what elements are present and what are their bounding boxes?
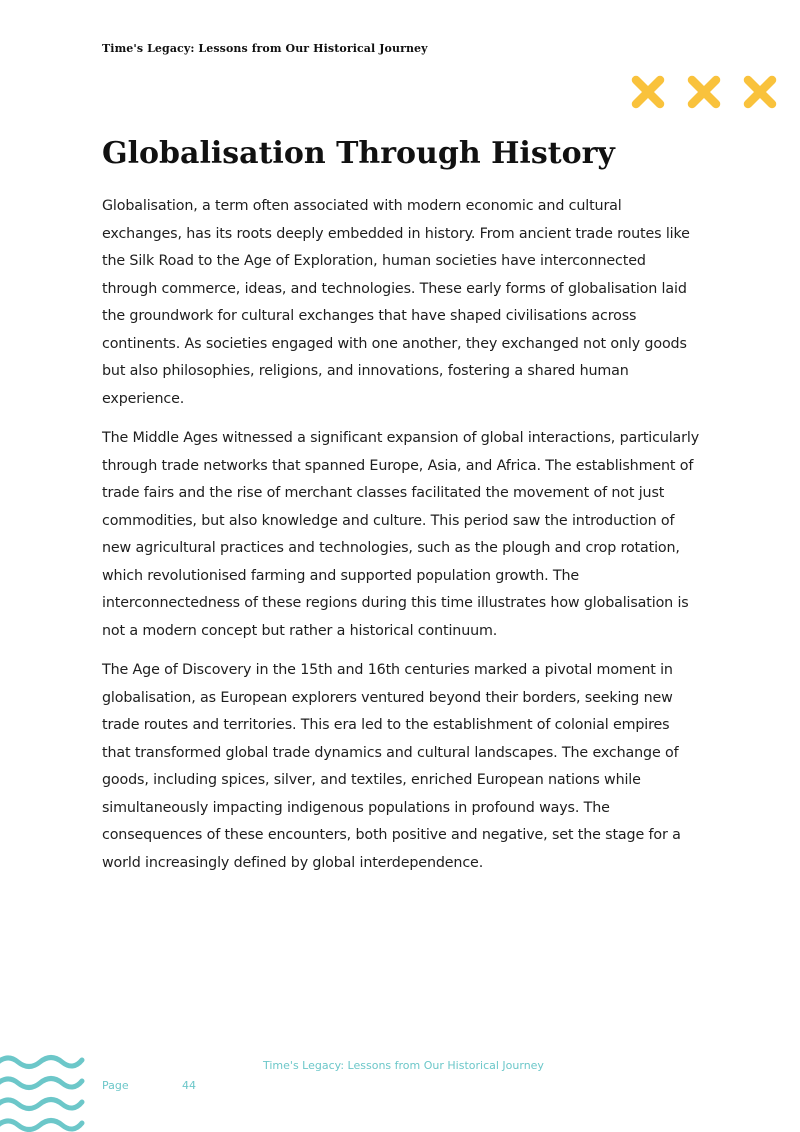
wave-icon [0,1121,82,1130]
cross-icon [692,80,716,104]
page-label: Page [102,1079,129,1092]
page-number: 44 [182,1079,196,1092]
paragraph: The Middle Ages witnessed a significant expansion of global interactions, particularly through trade networks that spanned Europe, Asia, and Africa. The establishment of trade fairs and the rise of merchant classes facilitated the movement of not just commodities, but also knowledge and culture. This period saw the introduction of new agricultural practices and technologies, such as the plough and crop rotation, which revolutionised farming and supported population growth. The interconnectedness of these regions during this time illustrates how globalisation is not a modern concept but rather a historical continuum. [102,430,700,639]
cross-icon [636,80,660,104]
paragraph: The Age of Discovery in the 15th and 16th centuries marked a pivotal moment in globalisation, as European explorers ventured beyond their borders, seeking new trade routes and territories. This era led to the establishment of colonial empires that transformed global trade dynamics and cultural landscapes. The exchange of goods, including spices, silver, and textiles, enriched European nations while simultaneously impacting indigenous populations in profound ways. The consequences of these encounters, both positive and negative, set the stage for a world increasingly defined by global interdependence. [102,662,681,871]
wave-icon [0,1100,82,1109]
wave-icon [0,1079,82,1088]
running-header: Time's Legacy: Lessons from Our Historical Journey [102,42,428,55]
footer-title: Time's Legacy: Lessons from Our Historical Journey [263,1059,544,1072]
wave-icon [0,1058,82,1067]
cross-icon [748,80,772,104]
decorative-crosses [630,74,780,110]
page-title: Globalisation Through History [102,136,615,171]
decorative-waves [0,1050,90,1132]
body-text [102,193,702,889]
paragraph: Globalisation, a term often associated with modern economic and cultural exchanges, has its roots deeply embedded in history. From ancient trade routes like the Silk Road to the Age of Exploration, human societies have interconnected through commerce, ideas, and technologies. These early forms of globalisation laid the groundwork for cultural exchanges that have shaped civilisations across continents. As societies engaged with one another, they exchanged not only goods but also philosophies, religions, and innovations, fostering a shared human experience. [102,198,690,407]
